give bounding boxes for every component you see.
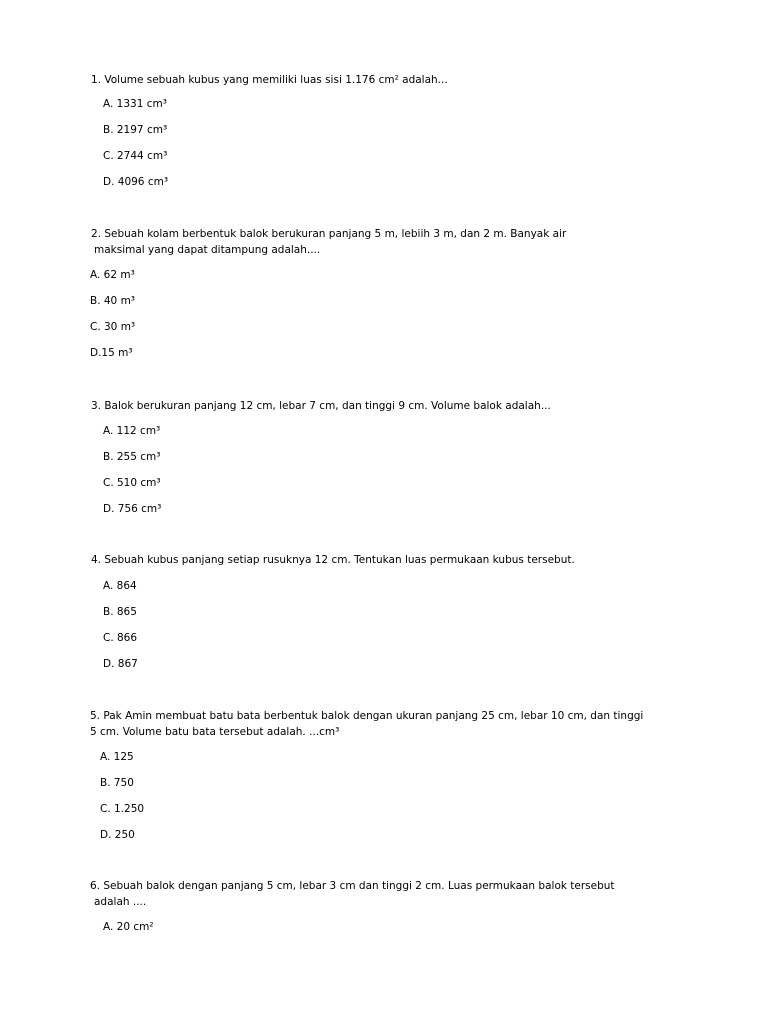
question-1-option-d: D. 4096 cm³ <box>103 176 169 188</box>
question-3-option-d: D. 756 cm³ <box>103 503 162 515</box>
question-5-option-b: B. 750 <box>100 777 134 789</box>
question-4-option-a: A. 864 <box>103 580 137 592</box>
question-2-option-d: D.15 m³ <box>90 347 133 359</box>
question-1-text: 1. Volume sebuah kubus yang memiliki luas sisi 1.176 cm² adalah... <box>91 74 448 86</box>
question-6-text-line-2: adalah .... <box>94 896 147 908</box>
question-2-text-line-1: 2. Sebuah kolam berbentuk balok berukuran panjang 5 m, lebiih 3 m, dan 2 m. Banyak air <box>91 228 567 240</box>
question-3-option-a: A. 112 cm³ <box>103 425 161 437</box>
question-2-option-c: C. 30 m³ <box>90 321 136 333</box>
question-4-text: 4. Sebuah kubus panjang setiap rusuknya 12 cm. Tentukan luas permukaan kubus tersebut. <box>91 554 575 566</box>
question-1-option-c: C. 2744 cm³ <box>103 150 168 162</box>
question-1-option-a: A. 1331 cm³ <box>103 98 167 110</box>
question-3-text: 3. Balok berukuran panjang 12 cm, lebar 7 cm, dan tinggi 9 cm. Volume balok adalah... <box>91 400 551 412</box>
question-5-text-line-1: 5. Pak Amin membuat batu bata berbentuk balok dengan ukuran panjang 25 cm, lebar 10 cm, dan tinggi <box>90 710 644 722</box>
question-5-option-a: A. 125 <box>100 751 134 763</box>
question-3-option-c: C. 510 cm³ <box>103 477 161 489</box>
question-5-option-c: C. 1.250 <box>100 803 145 815</box>
question-4-option-b: B. 865 <box>103 606 137 618</box>
question-4-option-c: C. 866 <box>103 632 138 644</box>
question-2-option-b: B. 40 m³ <box>90 295 136 307</box>
question-6-option-a: A. 20 cm² <box>103 921 154 933</box>
question-1-option-b: B. 2197 cm³ <box>103 124 168 136</box>
question-6-text-line-1: 6. Sebuah balok dengan panjang 5 cm, lebar 3 cm dan tinggi 2 cm. Luas permukaan balok tersebut <box>90 880 615 892</box>
question-2-option-a: A. 62 m³ <box>90 269 135 281</box>
question-2-text-line-2: maksimal yang dapat ditampung adalah.... <box>94 244 321 256</box>
question-4-option-d: D. 867 <box>103 658 138 670</box>
question-5-text-line-2: 5 cm. Volume batu bata tersebut adalah. ...cm³ <box>90 726 340 738</box>
question-5-option-d: D. 250 <box>100 829 135 841</box>
question-3-option-b: B. 255 cm³ <box>103 451 161 463</box>
